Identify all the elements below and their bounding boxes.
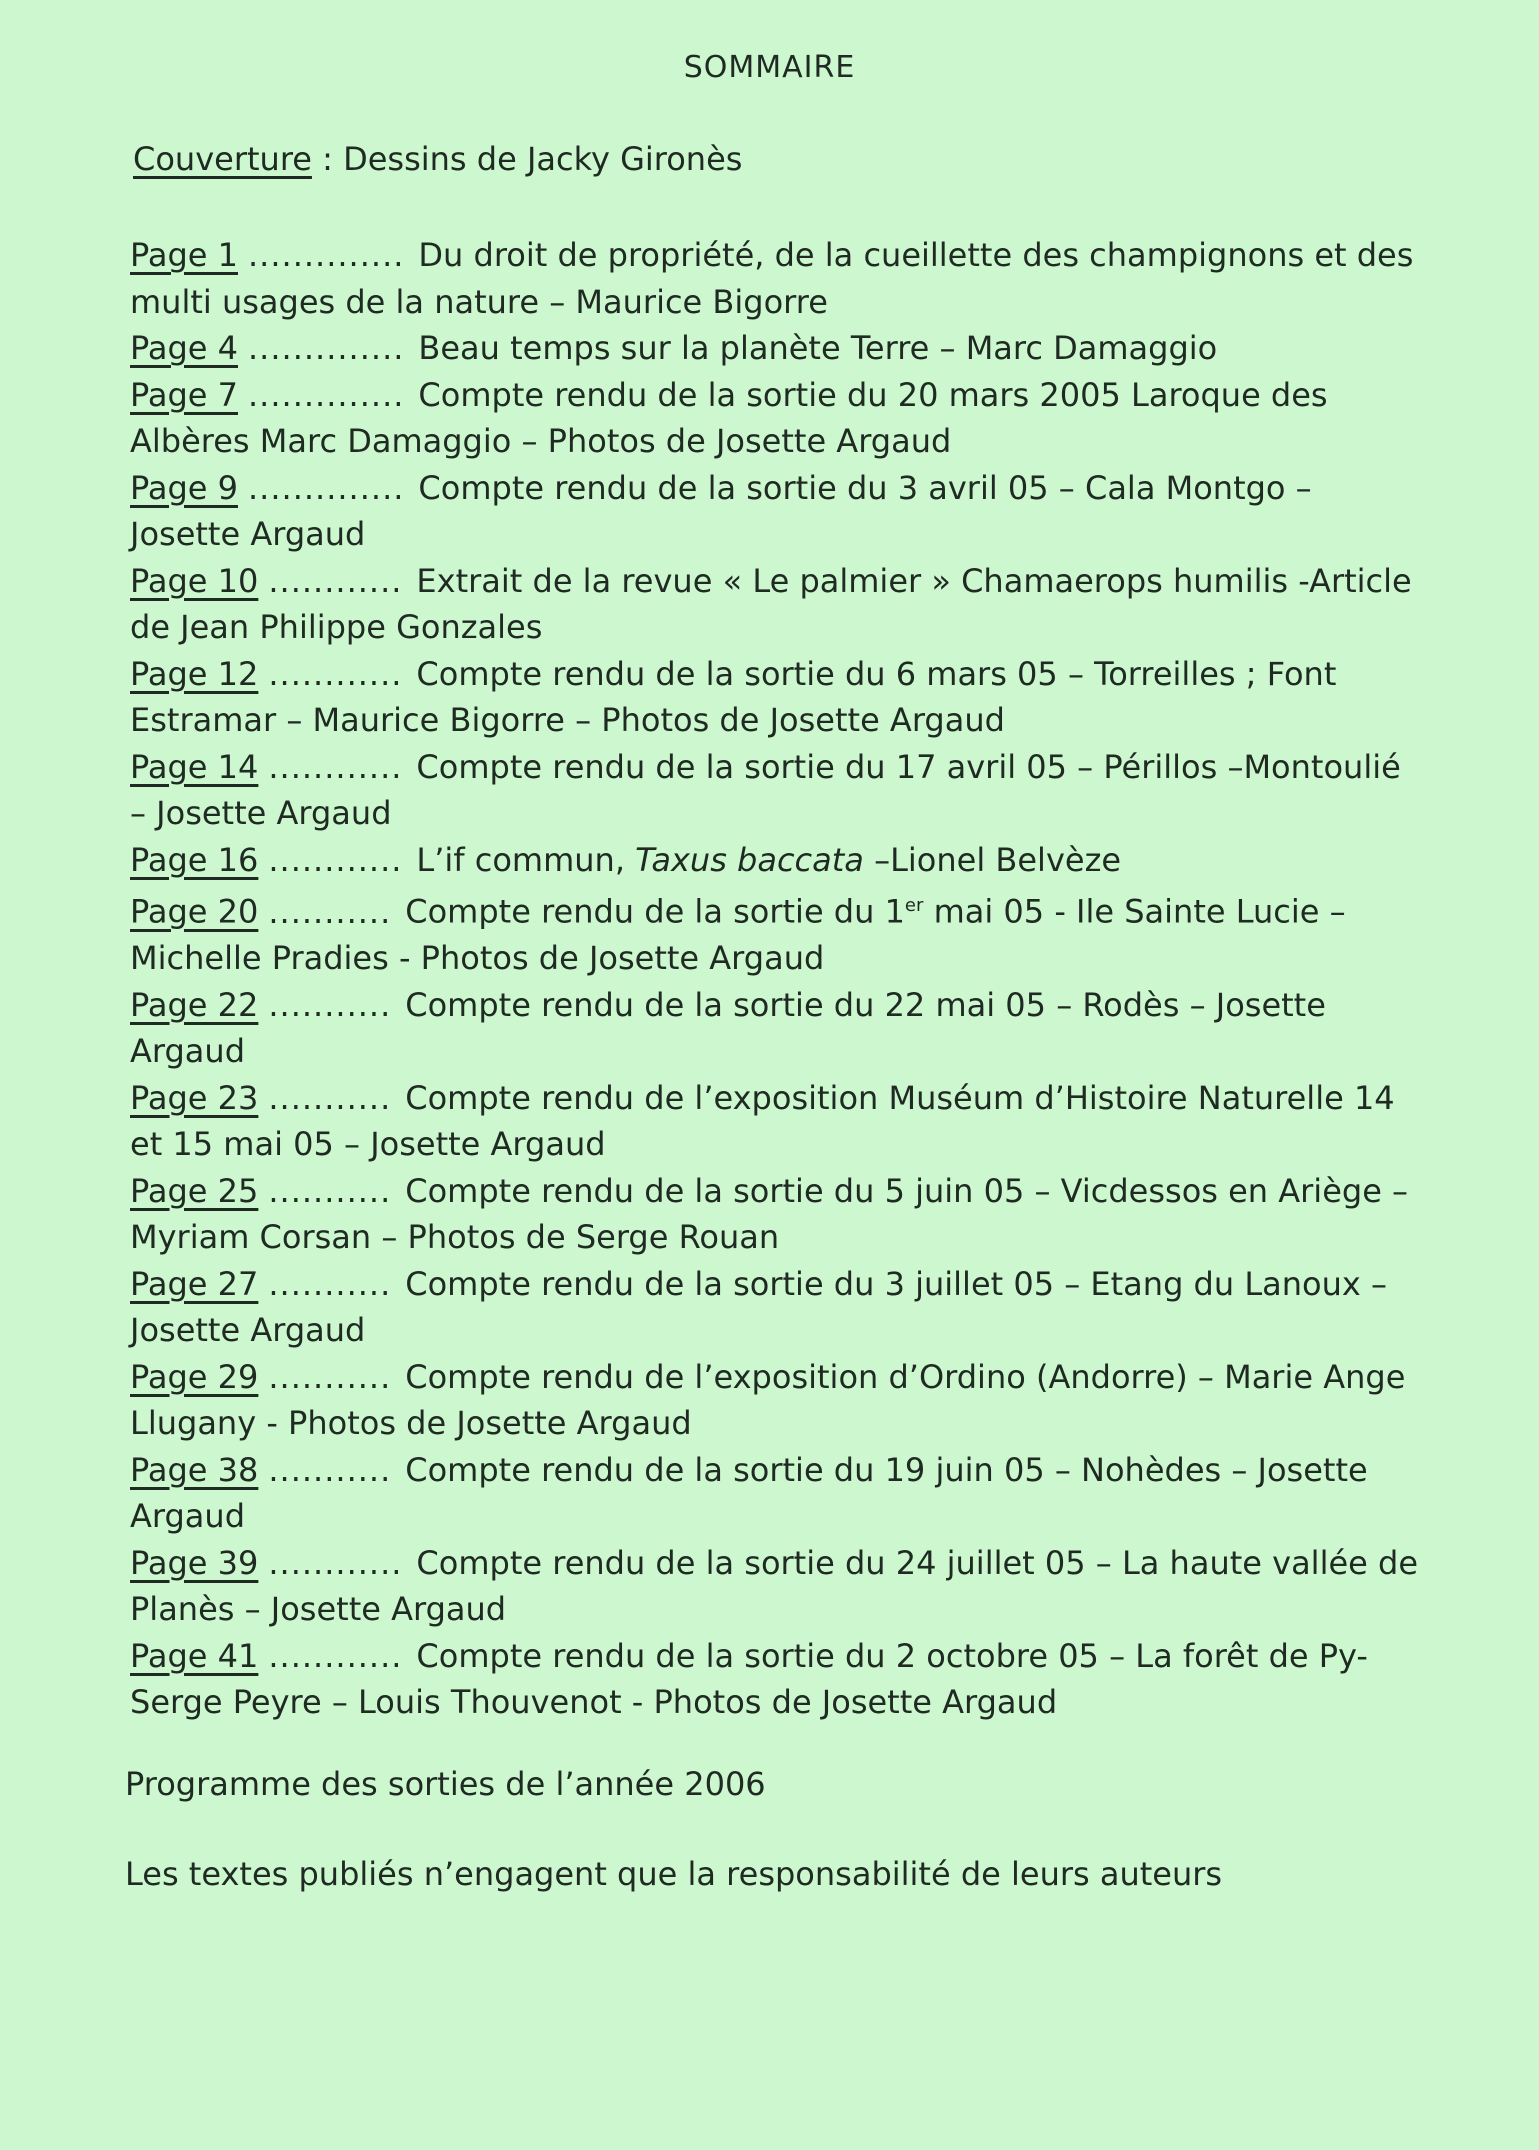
toc-entry <box>130 744 1420 837</box>
toc-entry-text: Compte rendu de la sortie du 1 <box>405 892 905 931</box>
toc-page-ref: Page 4 <box>130 329 238 367</box>
toc-page-ref: Page 12 <box>130 654 259 693</box>
toc-entry <box>130 883 1420 982</box>
toc-dots: ........... <box>268 1264 392 1303</box>
toc-entry-text: Compte rendu de la sortie du 22 mai 05 – Rodès – Josette Argaud <box>130 985 1326 1071</box>
toc-page-ref: Page 20 <box>130 892 259 931</box>
toc-page-ref: Page 23 <box>130 1078 259 1117</box>
page-title: SOMMAIRE <box>683 50 856 85</box>
toc-entry <box>130 1633 1420 1726</box>
cover-text: : Dessins de Jacky Gironès <box>311 140 743 178</box>
toc-entry-text: Compte rendu de la sortie du 24 juillet 05 – La haute vallée de Planès – Josette Argaud <box>130 1543 1418 1629</box>
toc-page-ref: Page 1 <box>130 236 238 274</box>
toc-entry-text: Compte rendu de la sortie du 19 juin 05 – Nohèdes – Josette Argaud <box>130 1450 1368 1536</box>
cover-credit <box>133 140 742 178</box>
toc-page-ref: Page 41 <box>130 1636 259 1675</box>
toc-dots: ............ <box>268 1543 403 1582</box>
toc-dots: .............. <box>248 329 405 367</box>
toc-entry-text: L’if commun, <box>416 840 636 879</box>
toc-dots: ............ <box>268 654 403 693</box>
toc-dots: ........... <box>268 985 392 1024</box>
toc-dots: ............ <box>268 561 403 600</box>
toc-page-ref: Page 38 <box>130 1450 259 1489</box>
toc-entry-text: Compte rendu de l’exposition Muséum d’Histoire Naturelle 14 et 15 mai 05 – Josette Argaud <box>130 1078 1395 1164</box>
toc-dots: ............ <box>268 747 403 786</box>
toc-entry <box>130 372 1420 465</box>
toc-entry <box>130 1354 1420 1447</box>
ordinal-superscript: er <box>904 895 924 916</box>
disclaimer-note: Les textes publiés n’engagent que la responsabilité de leurs auteurs <box>125 1855 1223 1893</box>
toc-entry <box>130 837 1420 884</box>
toc-page-ref: Page 25 <box>130 1171 259 1210</box>
toc-page-ref: Page 16 <box>130 840 259 879</box>
toc-entry-text: Compte rendu de la sortie du 17 avril 05 – Périllos –Montoulié – Josette Argaud <box>130 747 1401 832</box>
toc-page-ref: Page 29 <box>130 1357 259 1396</box>
toc-entry-text: Beau temps sur la planète Terre – Marc Damaggio <box>418 329 1218 367</box>
toc-entry <box>130 1168 1420 1261</box>
toc-entry-text: Compte rendu de la sortie du 5 juin 05 – Vicdessos en Ariège – Myriam Corsan – Photos de Serge Rouan <box>130 1171 1409 1257</box>
toc-entry-text: Compte rendu de la sortie du 3 avril 05 – Cala Montgo – Josette Argaud <box>130 468 1312 553</box>
toc-page-ref: Page 10 <box>130 561 259 600</box>
toc-dots: ............ <box>268 1636 403 1675</box>
toc-entry-text: Du droit de propriété, de la cueillette des champignons et des multi usages de la nature – Maurice Bigorre <box>130 236 1414 321</box>
toc-page-ref: Page 27 <box>130 1264 259 1303</box>
toc-page-ref: Page 7 <box>130 375 238 414</box>
toc-entry <box>130 232 1420 325</box>
toc-entry-text: Compte rendu de la sortie du 2 octobre 05 – La forêt de Py- Serge Peyre – Louis Thouvenot - Photos de Josette Argaud <box>130 1636 1368 1722</box>
toc-entry <box>130 1261 1420 1354</box>
toc-dots: ........... <box>268 1357 392 1396</box>
toc-page-ref: Page 39 <box>130 1543 259 1582</box>
table-of-contents <box>130 232 1420 1726</box>
toc-page-ref: Page 9 <box>130 468 238 507</box>
toc-entry-text: Compte rendu de l’exposition d’Ordino (Andorre) – Marie Ange Llugany - Photos de Josette Argaud <box>130 1357 1406 1443</box>
toc-entry <box>130 1075 1420 1168</box>
toc-entry-text: Compte rendu de la sortie du 20 mars 2005 Laroque des Albères Marc Damaggio – Photos de Josette Argaud <box>130 375 1328 460</box>
toc-dots: .............. <box>248 236 405 274</box>
toc-entry <box>130 465 1420 558</box>
toc-dots: .............. <box>248 375 405 414</box>
toc-entry <box>130 1447 1420 1540</box>
toc-dots: ............ <box>268 840 403 879</box>
toc-entry <box>130 1540 1420 1633</box>
cover-label: Couverture <box>133 140 312 178</box>
toc-entry <box>130 651 1420 744</box>
toc-entry-text: Compte rendu de la sortie du 3 juillet 05 – Etang du Lanoux – Josette Argaud <box>130 1264 1387 1350</box>
toc-page-ref: Page 14 <box>130 747 259 786</box>
toc-dots: ........... <box>268 892 392 931</box>
species-name: Taxus baccata <box>635 840 864 879</box>
toc-entry-text-after: –Lionel Belvèze <box>863 840 1122 879</box>
toc-dots: ........... <box>268 1078 392 1117</box>
toc-entry <box>130 558 1420 651</box>
toc-page-ref: Page 22 <box>130 985 259 1024</box>
toc-dots: .............. <box>248 468 405 507</box>
toc-entry-text-after: mai 05 - Ile Sainte Lucie – Michelle Pradies - Photos de Josette Argaud <box>130 892 1346 978</box>
toc-entry-text: Compte rendu de la sortie du 6 mars 05 – Torreilles ; Font Estramar – Maurice Bigorre – Photos de Josette Argaud <box>130 654 1337 739</box>
program-note: Programme des sorties de l’année 2006 <box>125 1765 766 1803</box>
toc-entry <box>130 325 1420 372</box>
toc-entry <box>130 982 1420 1075</box>
toc-dots: ........... <box>268 1171 392 1210</box>
toc-dots: ........... <box>268 1450 392 1489</box>
toc-entry-text: Extrait de la revue « Le palmier » Chamaerops humilis -Article de Jean Philippe Gonzales <box>130 561 1412 646</box>
